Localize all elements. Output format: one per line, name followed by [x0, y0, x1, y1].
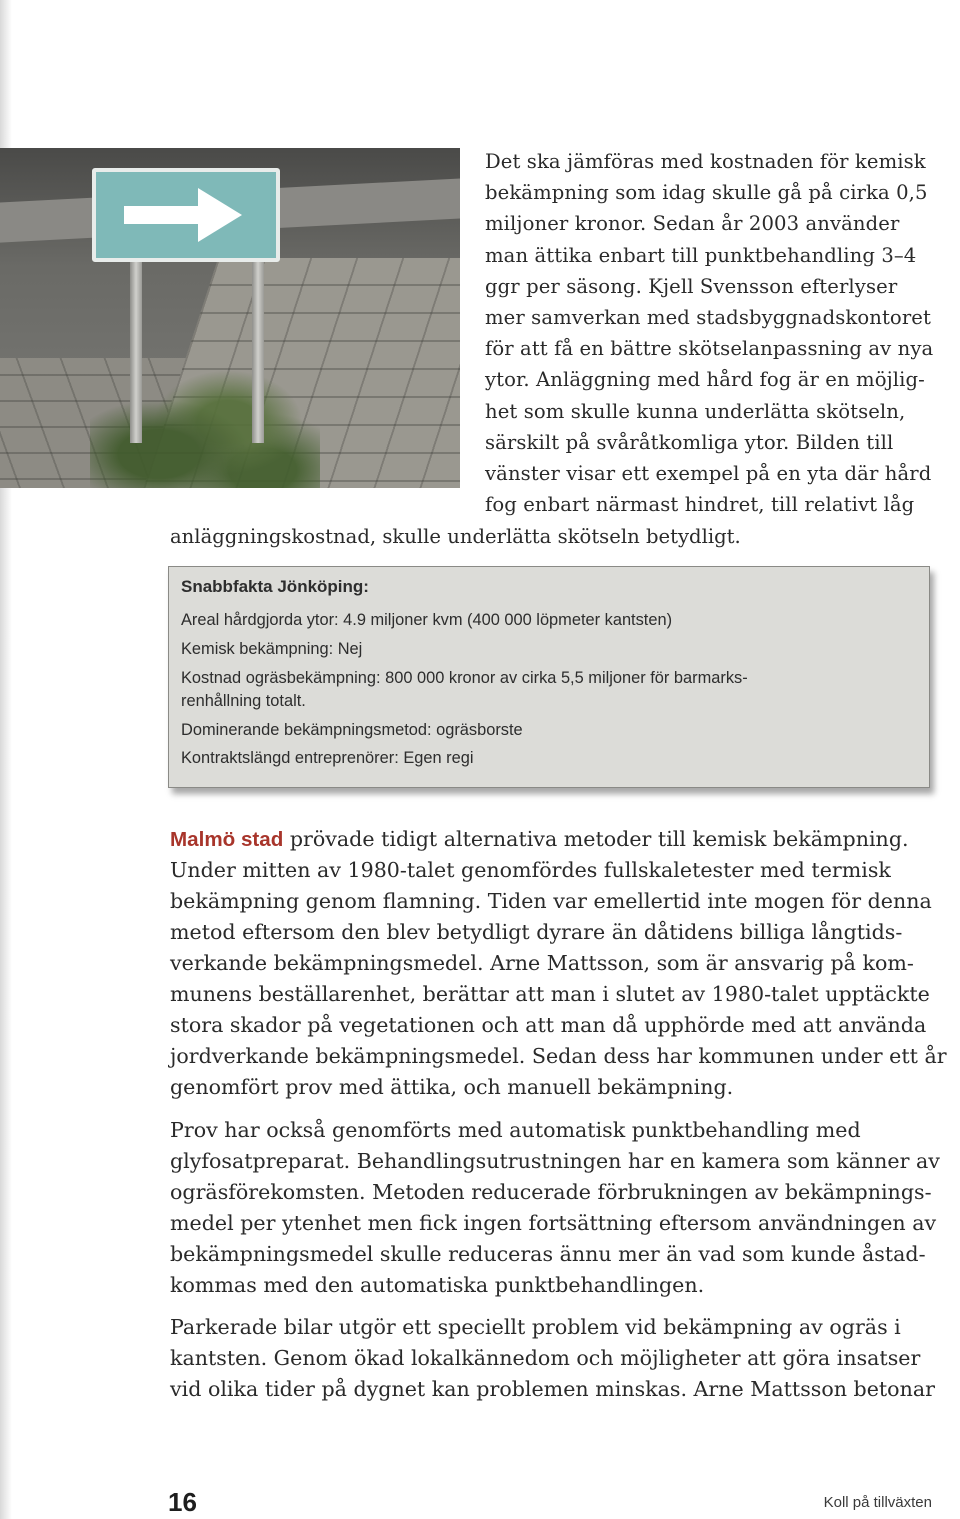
text-line: medel per ytenhet men fick ingen fortsättning eftersom användningen av: [170, 1211, 937, 1235]
text-line: kantsten. Genom ökad lokalkännedom och möjligheter att göra insatser: [170, 1346, 921, 1370]
text-line: ogräsförekomsten. Metoden reducerade förbrukningen av bekämpnings-: [170, 1180, 932, 1204]
factbox-line: Dominerande bekämpningsmetod: ogräsborste: [181, 721, 523, 739]
photo-weeds: [90, 358, 320, 488]
arrow-right-icon-shaft: [124, 206, 200, 224]
text-line: vänster visar ett exempel på en yta där hård: [485, 462, 932, 486]
text-line: stora skador på vegetationen och att man då upphörde med att använda: [170, 1013, 927, 1037]
text-line: Prov har också genomförts med automatisk punktbehandling med: [170, 1118, 861, 1142]
text-line: fog enbart närmast hindret, till relativt låg: [485, 493, 915, 517]
text-line: munens beställarenhet, berättar att man i slutet av 1980-talet upptäckte: [170, 982, 930, 1006]
factbox-line: Kostnad ogräsbekämpning: 800 000 kronor av cirka 5,5 miljoner för barmarks-: [181, 669, 748, 687]
page-number: 16: [168, 1487, 197, 1517]
text-line: [170, 824, 930, 855]
text-line: genomfört prov med ättika, och manuell bekämpning.: [170, 1075, 734, 1099]
text-line: kommas med den automatiska punktbehandlingen.: [170, 1273, 705, 1297]
paragraph-automatic-treatment: [170, 1115, 940, 1301]
text-line: mer samverkan med stadsbyggnadskontoret: [485, 306, 931, 330]
paragraph-parked-cars: [170, 1312, 935, 1405]
text-line: man ättika enbart till punktbehandling 3–4: [485, 243, 917, 267]
factbox-title: Snabbfakta Jönköping:: [181, 577, 369, 596]
arrow-sign: [92, 168, 280, 262]
factbox-snabbfakta: [168, 566, 930, 788]
factbox-line: Areal hårdgjorda ytor: 4.9 miljoner kvm (400 000 löpmeter kantsten): [181, 611, 673, 629]
factbox-line: renhållning totalt.: [181, 692, 306, 710]
photo-paved-island-with-sign: [0, 148, 460, 488]
text-line: verkande bekämpningsmedel. Arne Mattsson, som är ansvarig på kom-: [170, 951, 914, 975]
text-line: bekämpningsmedel skulle reduceras ännu mer än vad som kunde åstad-: [170, 1242, 926, 1266]
text-line: särskilt på svåråtkomliga ytor. Bilden till: [485, 430, 894, 454]
paragraph-malmo: [170, 824, 947, 1103]
text-line: vid olika tider på dygnet kan problemen minskas. Arne Mattsson betonar: [170, 1377, 935, 1401]
text-line: bekämpning som idag skulle gå på cirka 0,5: [485, 181, 928, 205]
text-line: het som skulle kunna underlätta skötseln,: [485, 399, 906, 423]
text-line: bekämpning genom flamning. Tiden var emellertid inte mogen för denna: [170, 889, 932, 913]
highlight-malmo-stad: Malmö stad: [170, 828, 284, 851]
text-line: Parkerade bilar utgör ett speciellt problem vid bekämpning av ogräs i: [170, 1315, 901, 1339]
right-column-text: [485, 146, 945, 520]
text-line-full-width: anläggningskostnad, skulle underlätta skötseln betydligt.: [170, 525, 741, 548]
text-line: glyfosatpreparat. Behandlingsutrustningen har en kamera som känner av: [170, 1149, 940, 1173]
text-line: ytor. Anläggning med hård fog är en möjlig-: [485, 368, 925, 392]
text-line: metod eftersom den blev betydligt dyrare än dåtidens billiga långtids-: [170, 920, 903, 944]
factbox-line: Kontraktslängd entreprenörer: Egen regi: [181, 749, 474, 767]
photo-sign-post: [252, 243, 264, 443]
arrow-right-icon: [198, 188, 242, 242]
text-line: miljoner kronor. Sedan år 2003 använder: [485, 212, 900, 236]
text-line: jordverkande bekämpningsmedel. Sedan dess har kommunen under ett år: [170, 1044, 947, 1068]
text-run: prövade tidigt alternativa metoder till kemisk bekämpning.: [283, 827, 909, 851]
text-line: för att få en bättre skötselanpassning av nya: [485, 337, 934, 361]
factbox-line: Kemisk bekämpning: Nej: [181, 640, 363, 658]
text-line: Under mitten av 1980-talet genomfördes fullskaletester med termisk: [170, 858, 891, 882]
text-line: Det ska jämföras med kostnaden för kemisk: [485, 150, 926, 173]
running-footer: Koll på tillväxten: [823, 1494, 932, 1511]
photo-sign-post: [130, 243, 142, 443]
text-line: ggr per säsong. Kjell Svensson efterlyser: [485, 274, 898, 298]
